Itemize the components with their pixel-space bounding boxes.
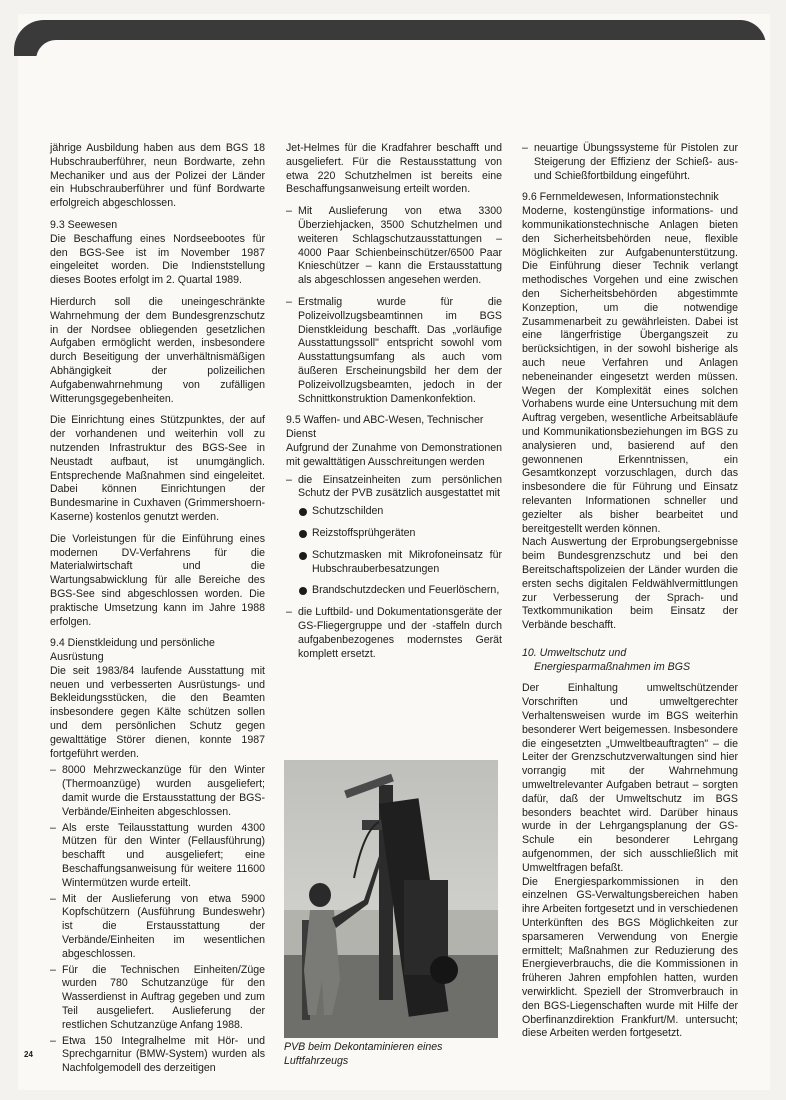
section-heading-9-6: 9.6 Fernmeldewesen, Informationstechnik — [522, 191, 719, 204]
paragraph: jährige Ausbildung haben aus dem BGS 18 Hubschrauberführer, neun Bordwarte, zehn Mechaniker und aus der Polizei der Länder ein Hubschrauberführer und fünf Bordwarte erfolgreich abgeschlossen. — [50, 142, 265, 210]
list-item: – Etwa 150 Integralhelme mit Hör- und Sprechgarnitur (BMW-System) wurden als Nachfolgemodell des derzeitigen — [50, 1035, 265, 1076]
dash-list — [286, 474, 502, 662]
list-item: – neuartige Übungssysteme für Pistolen zur Steigerung der Effizienz der Schieß- aus- und Schießfortbildung eingeführt. — [522, 142, 738, 183]
bullet-item: Schutzmasken mit Mikrofoneinsatz für Hubschrauberbesatzungen — [298, 549, 502, 577]
bullet-item: Brandschutzdecken und Feuerlöschern, — [298, 584, 502, 598]
paragraph: Die seit 1983/84 laufende Ausstattung mit neuen und verbesserten Ausrüstungs- und Bekleidungsstücken, die den Beamten insbesondere gegen Kälte schützen sollen und dem persönlichen Schutz gegen gewalttätige Störer dienen, konnte 1987 fortgeführt werden. — [50, 664, 265, 760]
column-3 — [522, 142, 738, 1049]
column-2 — [286, 142, 502, 669]
paragraph: Nach Auswertung der Erprobungsergebnisse beim Bundesgrenzschutz und bei den Bereitschaftspolizeien der Länder wurden die ersten sechs digitalen Feldwählvermittlungen zur Verbesserung der Sprach- und Textkommunikation beim Einsatz der Verbände beschafft. — [522, 536, 738, 632]
list-item: – Für die Technischen Einheiten/Züge wurden 780 Schutzanzüge für den Wasserdienst in Auftrag gegeben und zum Teil ausgeliefert. Auslieferung der restlichen Schutzanzüge Anfang 1988. — [50, 964, 265, 1033]
photo-illustration — [284, 760, 498, 1038]
section-heading-10: 10. Umweltschutz und — [522, 646, 627, 659]
photo-decontamination — [284, 760, 498, 1038]
paragraph: Die Energiesparkommissionen in den einzelnen GS-Verwaltungsbereichen haben ihre Arbeiten fortgesetzt und in verschiedenen Unterkünften des BGS Möglichkeiten zur sparsameren Verwendung von Energie ermittelt; Maßnahmen zur Reduzierung des Energieverbrauchs, die die Kommissionen in früheren Jahren empfohlen hatten, wurden verwirklicht. Speziell der Stromverbrauch in den BGS-Liegenschaften wurde mit Hilfe der Oberfinanzdirektion Frankfurt/M. untersucht; diese Arbeiten werden fortgesetzt. — [522, 875, 738, 1040]
paragraph: Aufgrund der Zunahme von Demonstrationen mit gewalttätigen Ausschreitungen werden — [286, 441, 502, 468]
dash-list — [286, 205, 502, 406]
photo-caption: PVB beim Dekontaminieren eines Luftfahrzeugs — [284, 1041, 443, 1067]
header-band — [14, 20, 766, 56]
section-heading-9-4: 9.4 Dienstkleidung und persönliche Ausrüstung — [50, 637, 215, 664]
list-item-text: die Einsatzeinheiten zum persönlichen Schutz der PVB zusätzlich ausgestattet mit — [298, 473, 502, 500]
section-heading-10-sub: Energiesparmaßnahmen im BGS — [534, 660, 691, 673]
paragraph: Hierdurch soll die uneingeschränkte Wahrnehmung der dem Bundesgrenzschutz in der Nordsee obliegenden gesetzlichen Aufgaben ermöglicht werden, insbesondere durch Beseitigung der unverhältnismäßigen Abhängigkeit der polizeilichen Aufgabenwahrnehmung von zufälligen Witterungsgegebenheiten. — [50, 295, 265, 405]
column-1 — [50, 142, 265, 1084]
paragraph: Die Einrichtung eines Stützpunktes, der auf der vorhandenen und weiterhin voll zu nutzenden Infrastruktur des BGS-See in Neustadt aufbaut, ist unumgänglich. Entsprechende Maßnahmen sind eingeleitet. Dabei können Einrichtungen der Bundesmarine in Cuxhaven (Grimmershoern-Kaserne) kostenlos genutzt werden. — [50, 414, 265, 523]
dash-list — [50, 764, 265, 1076]
list-item: – Mit Auslieferung von etwa 3300 Überziehjacken, 3500 Schutzhelmen und weiteren Schlagschutzausstattungen – 4000 Paar Schienbeinschützer/6500 Paar Knieschützer – kann die Erstausstattung als abgeschlossen angesehen werden. — [286, 205, 502, 288]
paragraph: Moderne, kostengünstige informations- und kommunikationstechnische Anlagen bieten den Sicherheitsbehörden neue, flexible Möglichkeiten zur Aufgabenunterstützung. Die Einführung dieser Technik verlangt methodisches Vorgehen und eine zwischen den Sicherheitsbehörden abgestimmte Konzeption, um die notwendige Zusammenarbeit zu gewährleisten. Dabei ist eine längerfristige Übergangszeit zu berücksichtigen, in der sowohl bisherige als auch neue Verfahren und Anlagen nebeneinander eingesetzt werden müssen. Wegen der Komplexität eines solchen Vorhabens wurde eine Untersuchung mit dem Auftrag vergeben, wesentliche Arbeitsabläufe und Kommunikationsbeziehungen im BGS zu analysieren und, basierend auf den gewonnenen Erkenntnissen, ein Gesamtkonzept vorzuschlagen, durch das insbesondere die für Führung und Einsatz relevanten Informationen schneller und gezielter als bisher bearbeitet und bereitgestellt werden können. — [522, 205, 738, 535]
list-item: – Als erste Teilausstattung wurden 4300 Mützen für den Winter (Fellausführung) beschafft und ausgeliefert; eine Beschaffungsanweisung für weitere 11600 Wintermützen wurde erteilt. — [50, 822, 265, 891]
dash-list — [522, 142, 738, 183]
section-heading-9-5: 9.5 Waffen- und ABC-Wesen, Technischer Dienst — [286, 414, 484, 441]
paragraph: Jet-Helmes für die Kradfahrer beschafft und ausgeliefert. Für die Restausstattung von etwa 220 Schutzhelmen ist bereits eine Beschaffungsanweisung erteilt worden. — [286, 142, 502, 196]
paragraph: Die Beschaffung eines Nordseebootes für den BGS-See ist im November 1987 eingeleitet worden. Die Indienststellung dieses Bootes erfolgt im 2. Quartal 1989. — [50, 232, 265, 287]
paragraph: Der Einhaltung umweltschützender Vorschriften und umweltgerechter Verhaltensweisen wurde im BGS weiterhin besonderer Wert beigemessen. Insbesondere die eingesetzten „Umweltbeauftragten" – die Leiter der Grenzschutzverwaltungen sind hier vorrangig mit der Wahrnehmung umweltrelevanter Aufgaben betraut – sorgten dafür, daß der Umweltschutz im BGS besonders beachtet wird. Darüber hinaus wurde in der Lehrgangsplanung der GS-Schule ein besonderer Lehrgang aufgenommen, der sich ausschließlich mit Umweltfragen befaßt. — [522, 682, 738, 874]
bullet-item: Schutzschilden — [298, 505, 502, 519]
page-number: 24 — [24, 1050, 33, 1059]
bullet-list — [298, 505, 502, 598]
bullet-item: Reizstoffsprühgeräten — [298, 527, 502, 541]
list-item: – Mit der Auslieferung von etwa 5900 Kopfschützern (Ausführung Bundeswehr) ist die Erstausstattung der Verbände/Einheiten im wesentlichen abgeschlossen. — [50, 893, 265, 962]
section-heading-9-3: 9.3 Seewesen — [50, 218, 118, 231]
list-item: – 8000 Mehrzweckanzüge für den Winter (Thermoanzüge) wurden ausgeliefert; damit wurde die Erstausstattung der BGS-Verbände/Einheiten abgeschlossen. — [50, 764, 265, 819]
paragraph: Die Vorleistungen für die Einführung eines modernen DV-Verfahrens für die Materialwirtschaft und die Wartungsabwicklung für alle Bereiche des BGS-See sind abgeschlossen worden. Die praktische Umsetzung kann im Jahre 1988 erfolgen. — [50, 532, 265, 628]
list-item: – Erstmalig wurde für die Polizeivollzugsbeamtinnen im BGS Dienstkleidung beschafft. Das „vorläufige Ausstattungssoll" entspricht sowohl vom Ausstattungsumfang als auch vom äußeren Erscheinungsbild her dem der Polizeivollzugsbeamten, jedoch in der Schnittkonstruktion Damenkonfektion. — [286, 296, 502, 406]
list-item: – die Luftbild- und Dokumentationsgeräte der GS-Fliegergruppe und der -staffeln durch aufgabenbezogenes modernstes Gerät komplett ersetzt. — [286, 606, 502, 661]
list-item — [286, 474, 502, 599]
